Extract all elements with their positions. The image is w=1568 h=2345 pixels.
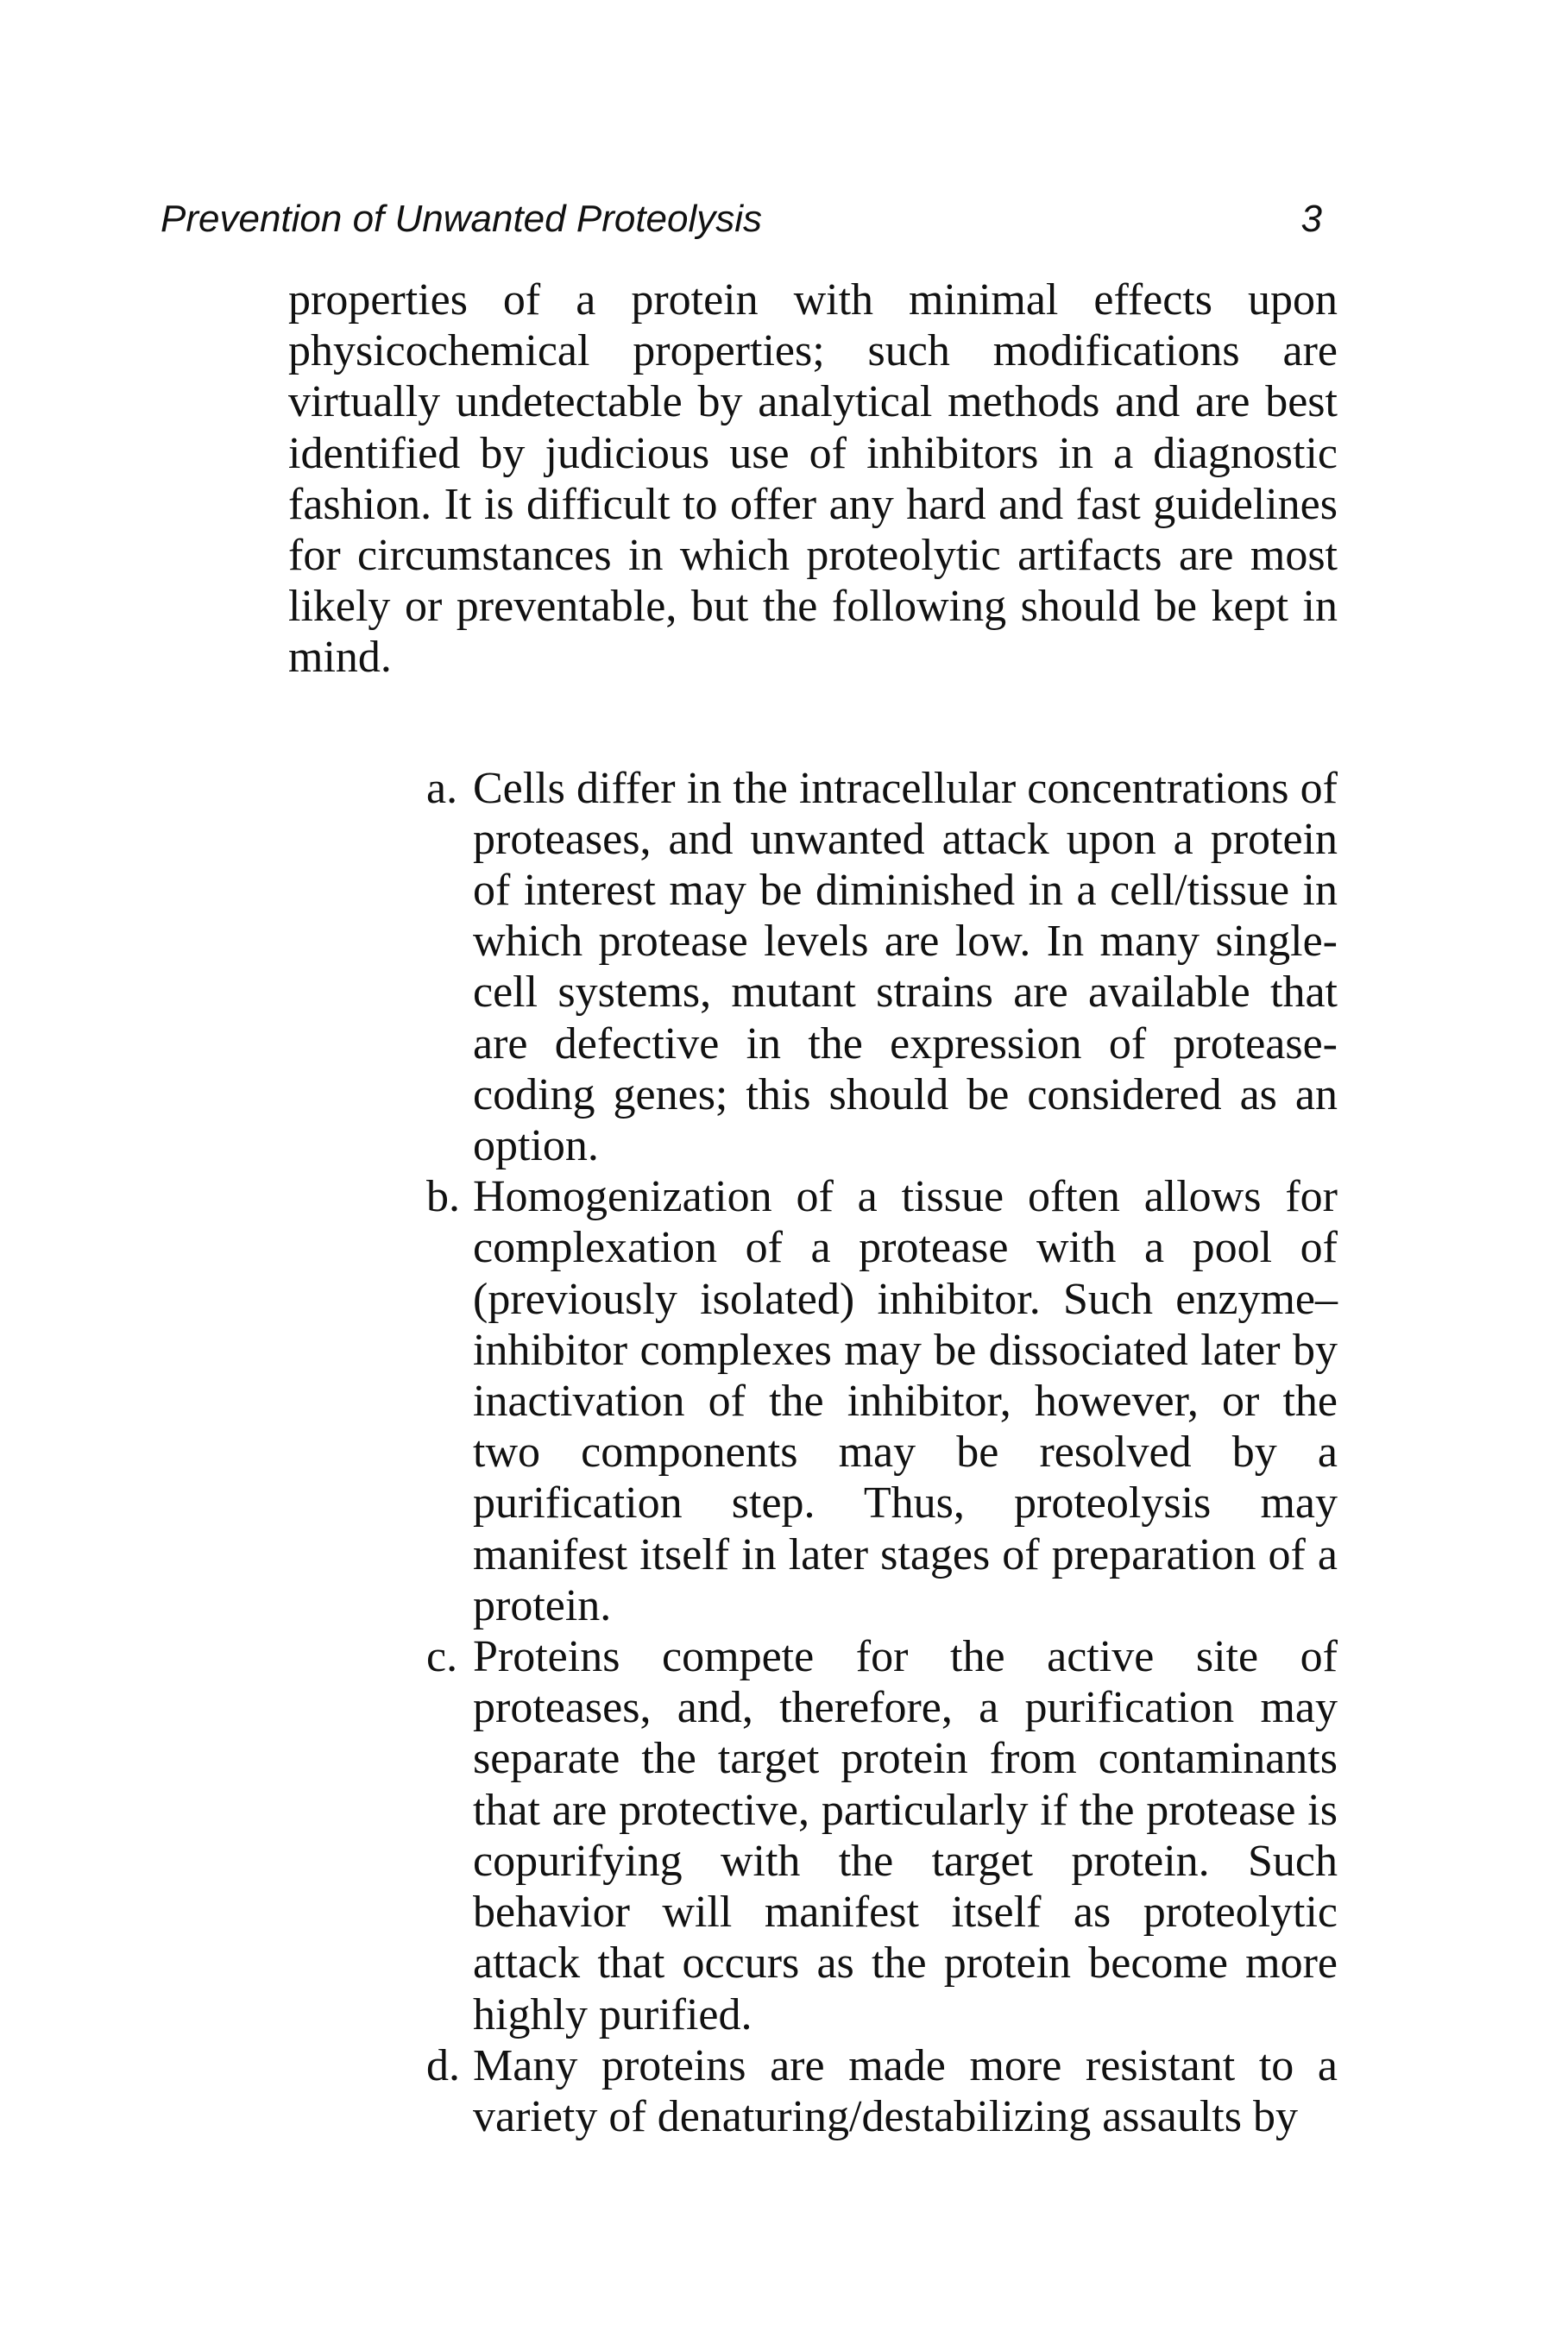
considerations-list (288, 763, 1338, 2142)
list-item-d (426, 2040, 1338, 2142)
list-text-b: Homogenization of a tissue often allows for complexation of a protease with a pool of (previously isolated) inhibitor. Such enzyme–inhibitor complexes may be dissociated later by inactivation of the inhibitor, however, or the two components may be resolved by a purification step. Thus, proteolysis may manifest itself in later stages of preparation of a protein. (473, 1172, 1338, 1630)
page-number: 3 (1300, 198, 1322, 240)
list-marker-c: c. (426, 1632, 458, 1682)
running-head (161, 192, 1322, 247)
list-marker-d: d. (426, 2040, 460, 2090)
body-text (288, 274, 1338, 2142)
list-item-b (426, 1171, 1338, 1631)
list-text-c: Proteins compete for the active site of proteases, and, therefore, a purification may separate the target protein from contaminants that are protective, particularly if the protease is copurifying with the target protein. Such behavior will manifest itself as proteolytic attack that occurs as the protein become more highly purified. (473, 1632, 1338, 2039)
intro-paragraph: properties of a protein with minimal effects upon physicochemical properties; such modifications are virtually undetectable by analytical methods and are best identified by judicious use of inhibitors in a diagnostic fashion. It is difficult to offer any hard and fast guidelines for circumstances in which proteolytic artifacts are most likely or preventable, but the following should be kept in mind. (288, 275, 1338, 683)
list-marker-a: a. (426, 763, 458, 813)
list-text-d: Many proteins are made more resistant to a variety of denaturing/destabilizing assaults by (473, 2040, 1338, 2141)
list-item-a (426, 763, 1338, 1172)
list-marker-b: b. (426, 1172, 460, 1222)
list-item-c (426, 1631, 1338, 2040)
list-text-a: Cells differ in the intracellular concentrations of proteases, and unwanted attack upon a protein of interest may be diminished in a cell/tissue in which protease levels are low. In many single-cell systems, mutant strains are available that are defective in the expression of protease-coding genes; this should be considered as an option. (473, 763, 1338, 1171)
running-head-title: Prevention of Unwanted Proteolysis (161, 198, 763, 240)
